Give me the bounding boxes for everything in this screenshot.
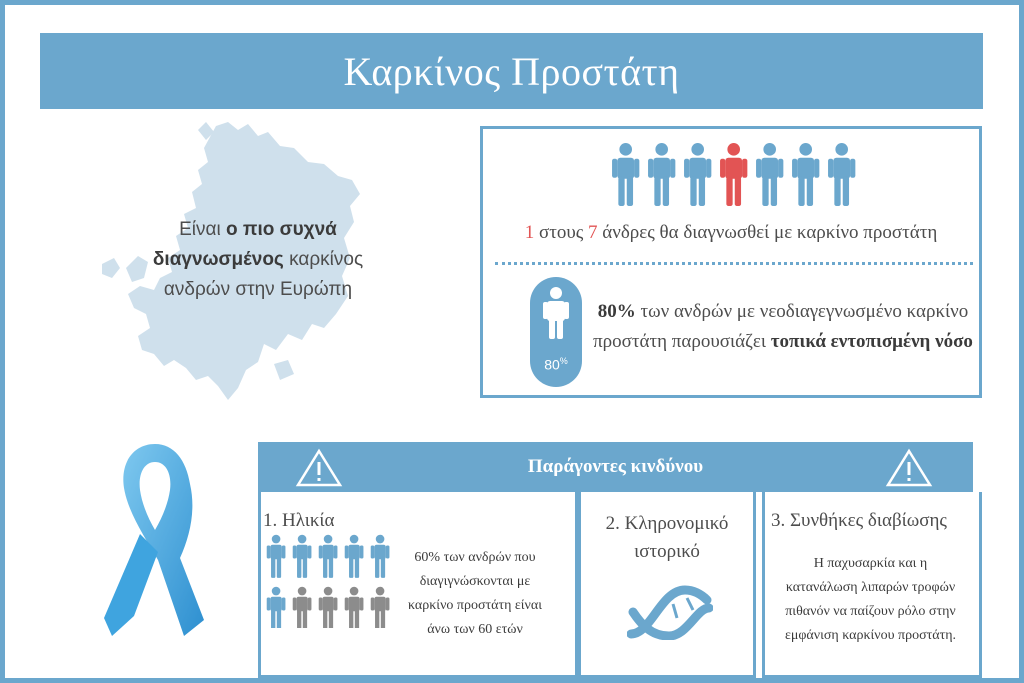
lifestyle-description: Η παχυσαρκία και η κατανάλωση λιπαρών τροφών πιθανόν να παίζουν ρόλο στην εμφάνιση καρκίνου προστάτη. — [784, 556, 957, 643]
page-title: Καρκίνος Προστάτη — [40, 33, 983, 109]
localized-bold-end: τοπικά εντοπισμένη νόσο — [770, 331, 973, 352]
person-icon-blue — [267, 535, 286, 578]
heredity-title-line2: ιστορικό — [634, 541, 700, 562]
age-description: 60% των ανδρών που διαγιγνώσκονται με καρκίνο προστάτη είναι άνω των 60 ετών — [408, 550, 542, 637]
person-icon — [684, 143, 711, 206]
person-icon-blue — [319, 535, 338, 578]
person-icon — [828, 143, 855, 206]
person-icon-gray — [345, 587, 364, 628]
lifestyle-title: 3. Συνθήκες διαβίωσης — [771, 510, 947, 531]
person-icon — [756, 143, 783, 206]
warning-icon — [885, 448, 933, 488]
dna-icon — [627, 584, 713, 640]
europe-text-pre: Είναι — [179, 219, 227, 240]
heredity-title-line1: 2. Κληρονομικό — [605, 513, 729, 534]
awareness-ribbon-icon — [100, 440, 210, 645]
person-icon-highlighted — [720, 143, 747, 206]
person-icon-gray — [319, 587, 338, 628]
localized-text-mid: των ανδρών με νεοδιαγεγνωσμένο καρκίνο προστάτη παρουσιάζει — [593, 301, 969, 352]
pill-value: 80 — [544, 357, 560, 373]
risk-age-panel — [258, 492, 578, 678]
heredity-title — [581, 510, 753, 566]
europe-statement — [128, 215, 388, 305]
person-icon-blue — [371, 535, 390, 578]
person-icon-blue — [293, 535, 312, 578]
age-title: 1. Ηλικία — [263, 510, 335, 531]
person-icon-blue — [345, 535, 364, 578]
age-people-grid — [264, 532, 394, 628]
people-row — [611, 139, 861, 209]
europe-text-post: καρκίνος ανδρών στην Ευρώπη — [163, 249, 364, 300]
pill-unit: % — [559, 356, 568, 367]
risk-lifestyle-panel — [762, 492, 982, 678]
europe-text-bold: ο πιο συχνά διαγνωσμένος — [152, 219, 337, 270]
risk-factors-header — [258, 442, 973, 492]
person-icon-blue — [267, 587, 286, 628]
stat-number-one: 1 — [524, 222, 535, 243]
localized-disease-statement — [593, 297, 973, 357]
person-icon — [612, 143, 639, 206]
person-icon — [792, 143, 819, 206]
dotted-divider — [495, 262, 973, 265]
warning-icon — [295, 448, 343, 488]
person-icon-gray — [371, 587, 390, 628]
stat-text-post: άνδρες θα διαγνωσθεί με καρκίνο προστάτη — [597, 222, 938, 243]
one-in-seven-statement — [483, 222, 979, 244]
person-icon-gray — [293, 587, 312, 628]
person-icon — [648, 143, 675, 206]
pill-percent-label — [530, 356, 582, 373]
percent-pill — [530, 277, 582, 387]
statistics-panel — [480, 126, 982, 398]
localized-bold-value: 80% — [597, 301, 636, 322]
risk-heredity-panel — [578, 492, 756, 678]
stat-number-seven: 7 — [588, 222, 598, 243]
risk-factors-title: Παράγοντες κινδύνου — [527, 456, 704, 477]
stat-text-mid: στους — [534, 222, 589, 243]
